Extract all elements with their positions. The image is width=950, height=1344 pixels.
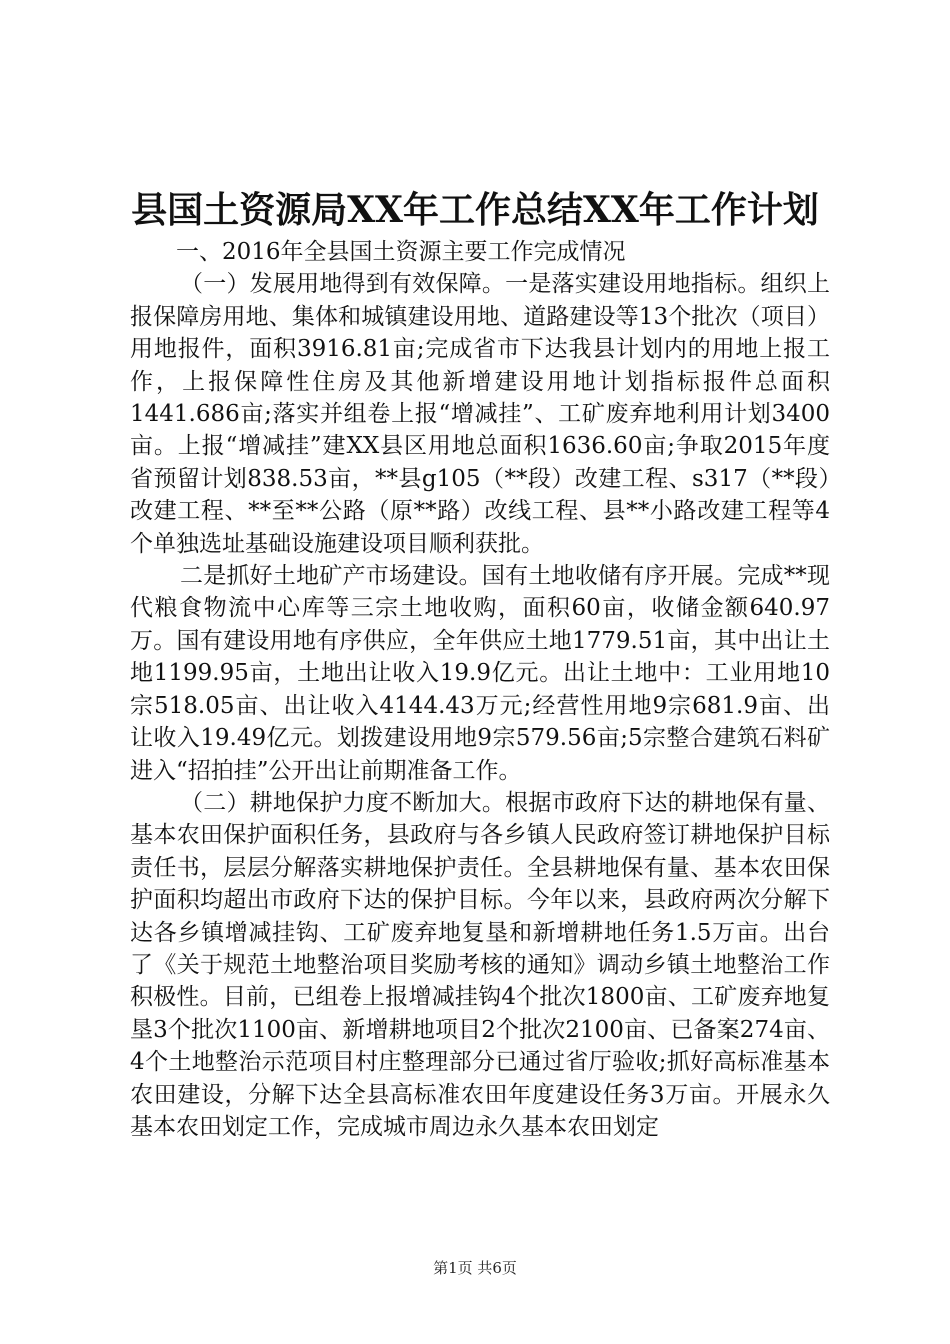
paragraph: 二是抓好土地矿产市场建设。国有土地收储有序开展。完成**现代粮食物流中心库等三宗土地收购，面积60亩，收储金额640.97万。国有建设用地有序供应，全年供应土地1779.51亩，其中出让土地1199.95亩，土地出让收入19.9亿元。出让土地中：工业用地10宗518.05亩、出让收入4144.43万元;经营性用地9宗681.9亩、出让收入19.49亿元。划拨建设用地9宗579.56亩;5宗整合建筑石料矿进入“招拍挂”公开出让前期准备工作。	[130, 563, 830, 784]
document-body	[130, 236, 830, 1143]
document-title: 县国土资源局XX年工作总结XX年工作计划	[131, 189, 819, 231]
page-footer: 第1页 共6页	[433, 1259, 517, 1277]
section-heading: 一、2016年全县国土资源主要工作完成情况	[176, 239, 626, 265]
paragraph: （二）耕地保护力度不断加大。根据市政府下达的耕地保有量、基本农田保护面积任务，县政府与各乡镇人民政府签订耕地保护目标责任书，层层分解落实耕地保护责任。全县耕地保有量、基本农田保护面积均超出市政府下达的保护目标。今年以来，县政府两次分解下达各乡镇增减挂钩、工矿废弃地复垦和新增耕地任务1.5万亩。出台了《关于规范土地整治项目奖励考核的通知》调动乡镇土地整治工作积极性。目前，已组卷上报增减挂钩4个批次1800亩、工矿废弃地复垦3个批次1100亩、新增耕地项目2个批次2100亩、已备案274亩、4个土地整治示范项目村庄整理部分已通过省厅验收;抓好高标准基本农田建设，分解下达全县高标准农田年度建设任务3万亩。开展永久基本农田划定工作，完成城市周边永久基本农田划定	[130, 789, 830, 1140]
paragraph: （一）发展用地得到有效保障。一是落实建设用地指标。组织上报保障房用地、集体和城镇建设用地、道路建设等13个批次（项目）用地报件，面积3916.81亩;完成省市下达我县计划内的用地上报工作，上报保障性住房及其他新增建设用地计划指标报件总面积1441.686亩;落实并组卷上报“增减挂”、工矿废弃地利用计划3400亩。上报“增减挂”建XX县区用地总面积1636.60亩;争取2015年度省预留计划838.53亩，**县g105（**段）改建工程、s317（**段）改建工程、**至**公路（原**路）改线工程、县**小路改建工程等4个单独选址基础设施建设项目顺利获批。	[130, 271, 830, 557]
